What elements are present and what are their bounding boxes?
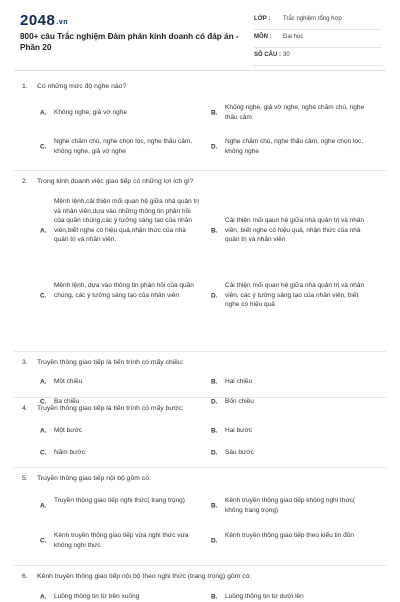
meta-key: LỚP : (254, 16, 271, 22)
option-text: Bốn chiều (225, 398, 254, 405)
option-letter: D. (211, 291, 218, 299)
option-letter: A. (40, 502, 47, 510)
option-letter: A. (40, 593, 47, 601)
option-b[interactable] (211, 377, 381, 387)
meta-row-subject (254, 30, 382, 48)
option-text: Kênh truyền thông giao tiếp không nghi thức( không trang trọng) (225, 497, 356, 514)
option-letter: B. (211, 378, 218, 386)
option-c[interactable] (40, 448, 205, 458)
question-text: Truyền thông giao tiếp nội bộ gồm có: (37, 475, 151, 482)
header-divider (14, 70, 386, 71)
document-header (0, 0, 400, 68)
meta-row-class (254, 12, 382, 30)
option-text: Kênh truyền thông giao tiếp theo kiểu tin đồn (225, 532, 355, 539)
meta-row-count (254, 48, 382, 66)
meta-key: MÔN : (254, 34, 272, 40)
option-a[interactable] (40, 592, 205, 602)
option-text: Kênh truyền thông giao tiếp vừa nghi thức vừa không nghi thức (54, 532, 189, 549)
question-1 (0, 82, 400, 162)
meta-key: SỐ CÂU : (254, 52, 281, 58)
option-letter: C. (40, 143, 47, 151)
question-text: Truyền thông giao tiếp là tiến trình có mấy bước: (37, 405, 184, 412)
site-logo[interactable] (20, 12, 68, 29)
option-letter: A. (40, 427, 47, 435)
option-text: Một chiều (54, 378, 83, 385)
option-text: Mệnh lệnh, dựa vào thông tin phản hồi của quần chúng, các ý tưởng sáng tạo của nhân viên (54, 282, 194, 299)
meta-value: Đại học (283, 34, 304, 40)
document-title: 800+ câu Trắc nghiệm Đàm phán kinh doanh có đáp án - Phần 20 (20, 32, 239, 52)
question-stem (22, 404, 382, 413)
option-a[interactable] (40, 108, 205, 118)
option-letter: D. (211, 143, 218, 151)
option-text: Không nghe, giả vờ nghe, nghe chăm chú, nghe thấu cảm (225, 104, 365, 121)
option-c[interactable] (40, 137, 205, 157)
option-letter: A. (40, 378, 47, 386)
option-letter: A. (40, 109, 47, 117)
option-letter: B. (211, 502, 218, 510)
option-text: Truyền thông giao tiếp nghi thức( trang trọng) (54, 497, 185, 504)
option-text: Mệnh lệnh,cải thiện mối quan hệ giữa nhà quản trị và nhân viên,dựa vào những thông tin phản hồi của quần chúng,các ý tưởng sáng tạo của nhân viên,biết nghe có hiệu quả,nhận thức của nhà quản trị và nhân viên. (54, 198, 199, 243)
question-stem (22, 572, 382, 581)
question-number: 2. (22, 178, 28, 185)
question-divider (14, 397, 386, 398)
question-stem (22, 82, 382, 91)
meta-value: 30 (283, 52, 290, 58)
option-text: Năm bước (54, 449, 86, 456)
option-a[interactable] (40, 197, 205, 264)
option-letter: D. (211, 398, 218, 406)
question-number: 5. (22, 475, 28, 482)
option-text: Hai bước (225, 427, 253, 434)
question-6 (0, 572, 400, 600)
question-2 (0, 177, 400, 327)
option-letter: B. (211, 226, 218, 234)
question-text: Trong kinh doanh việc giao tiếp có những lợi ích gì? (37, 178, 194, 185)
option-d[interactable] (211, 531, 381, 551)
option-letter: C. (40, 537, 47, 545)
option-letter: D. (211, 449, 218, 457)
option-d[interactable] (211, 281, 381, 310)
option-text: Nghe chăm chú, nghe chọn lọc, nghe thấu cảm, không nghe, giả vờ nghe (54, 138, 193, 155)
option-text: Ba chiều (54, 398, 80, 405)
option-c[interactable] (40, 281, 205, 310)
option-d[interactable] (211, 448, 381, 458)
option-b[interactable] (211, 216, 381, 245)
question-3 (0, 358, 400, 406)
question-text: Có những mức độ nghe nào? (37, 83, 127, 90)
option-text: Hai chiều (225, 378, 253, 385)
option-a[interactable] (40, 426, 205, 436)
option-letter: C. (40, 449, 47, 457)
logo-suffix: .vn (56, 19, 68, 26)
option-text: Cải thiện mối quan hệ giữa nhà quản trị và nhân viên, các ý tưởng sáng tạo của nhân viên, biết nghe có hiệu quả (225, 282, 365, 308)
question-number: 1. (22, 83, 28, 90)
option-a[interactable] (40, 377, 205, 387)
option-c[interactable] (40, 531, 205, 551)
question-divider (14, 565, 386, 566)
option-letter: B. (211, 593, 218, 601)
question-text: Truyền thông giao tiếp là tiến trình có mấy chiều: (37, 359, 184, 366)
question-5 (0, 474, 400, 564)
meta-value: Trắc nghiệm tổng hợp (283, 16, 342, 22)
option-text: Không nghe, giả vờ nghe (54, 109, 127, 116)
option-b[interactable] (211, 103, 381, 123)
question-stem (22, 474, 382, 483)
option-text: Một bước (54, 427, 83, 434)
option-text: Luồng thông tin từ trên xuống (54, 593, 140, 600)
logo-main: 2048 (20, 12, 56, 29)
option-letter: C. (40, 398, 47, 406)
option-letter: C. (40, 291, 47, 299)
meta-box (254, 12, 382, 66)
option-b[interactable] (211, 592, 381, 602)
option-letter: B. (211, 427, 218, 435)
question-text: Kênh truyền thông giao tiếp nội bộ theo nghi thức (trang trọng) gồm có: (37, 573, 252, 580)
option-letter: A. (40, 226, 47, 234)
option-d[interactable] (211, 137, 381, 157)
option-text: Nghe chăm chú, nghe thấu cảm, nghe chọn lọc, không nghe (225, 138, 364, 155)
option-letter: B. (211, 109, 218, 117)
question-number: 3. (22, 359, 28, 366)
question-divider (14, 467, 386, 468)
option-text: Sáu bước (225, 449, 254, 456)
question-divider (14, 170, 386, 171)
question-stem (22, 177, 382, 186)
question-4 (0, 404, 400, 457)
option-text: Cải thiện mối qaun hệ giữa nhà quản trị và nhân viên, biết nghe có hiệu quả, nhận thức của nhà quản trị và nhân viên (225, 217, 365, 243)
option-b[interactable] (211, 426, 381, 436)
question-number: 6. (22, 573, 28, 580)
option-letter: D. (211, 537, 218, 545)
question-number: 4. (22, 405, 28, 412)
option-a[interactable] (40, 496, 205, 516)
question-stem (22, 358, 382, 367)
option-b[interactable] (211, 496, 381, 516)
question-divider (14, 351, 386, 352)
option-text: Luồng thông tin từ dưới lên (225, 593, 304, 600)
